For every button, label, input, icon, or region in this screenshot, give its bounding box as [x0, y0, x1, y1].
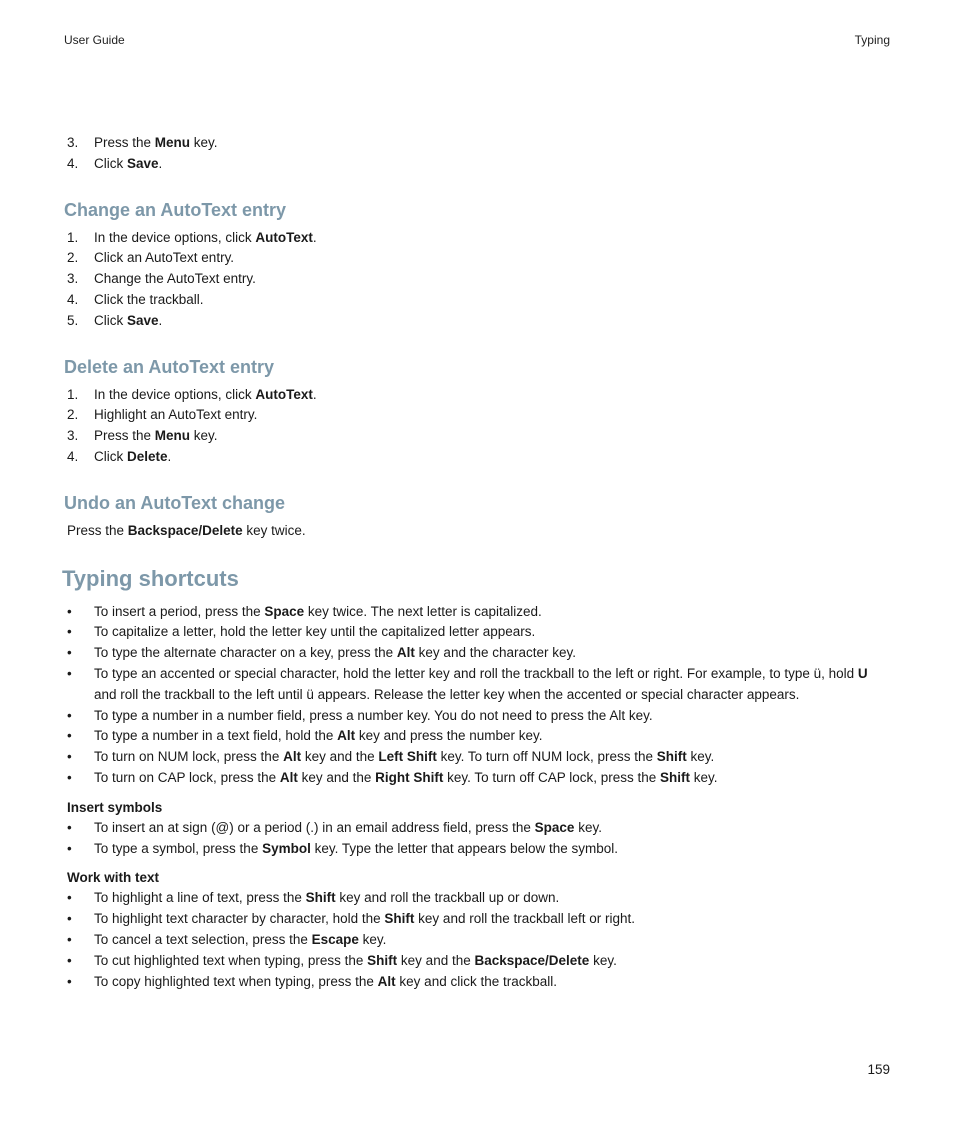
body-text: Press the: [67, 522, 128, 538]
bullet-marker: •: [67, 769, 72, 785]
insert-symbols-heading: Insert symbols: [67, 799, 163, 815]
step-text: In the device options, click: [94, 386, 256, 402]
list-item: [64, 405, 890, 426]
page-number: 159: [867, 1062, 890, 1077]
list-item: [64, 426, 890, 447]
intro-steps-list: [64, 133, 890, 175]
step-number: 4.: [67, 448, 79, 464]
body-text: key twice.: [242, 522, 306, 538]
key-name: Space: [264, 603, 305, 619]
bullet-marker: •: [67, 728, 72, 744]
key-name: Alt: [283, 749, 302, 765]
list-item: [64, 643, 890, 664]
bullet-marker: •: [67, 603, 72, 619]
key-name: Backspace/Delete: [474, 952, 590, 968]
bullet-marker: •: [67, 665, 72, 681]
list-item: [64, 311, 890, 332]
bullet-marker: •: [67, 911, 72, 927]
bullet-marker: •: [67, 840, 72, 856]
step-text: .: [158, 312, 163, 328]
key-name: Alt: [337, 728, 356, 744]
bullet-marker: •: [67, 973, 72, 989]
list-item: [64, 290, 890, 311]
step-text: Press the: [94, 428, 155, 444]
list-item: [64, 248, 890, 269]
step-text: Highlight an AutoText entry.: [94, 407, 258, 423]
step-number: 1.: [67, 229, 79, 245]
body-text: key and the: [301, 749, 379, 765]
work-with-text-heading: Work with text: [67, 870, 160, 886]
list-item: [64, 839, 890, 860]
list-item: [64, 888, 890, 909]
body-text: To turn on NUM lock, press the: [94, 749, 284, 765]
step-number: 2.: [67, 250, 79, 266]
body-text: To turn on CAP lock, press the: [94, 769, 280, 785]
bullet-marker: •: [67, 931, 72, 947]
key-name: Shift: [367, 952, 398, 968]
body-text: key and the: [297, 769, 376, 785]
list-item: [64, 909, 890, 930]
body-text: key. To turn off NUM lock, press the: [436, 749, 657, 765]
body-text: To type the alternate character on a key, press the: [94, 645, 397, 661]
body-text: key and roll the trackball up or down.: [335, 890, 560, 906]
step-number: 3.: [67, 135, 79, 150]
key-name: Alt: [279, 769, 298, 785]
bullet-marker: •: [67, 707, 72, 723]
list-item: [64, 768, 890, 789]
page-content: [64, 133, 890, 992]
step-number: 5.: [67, 312, 79, 328]
body-text: To insert an at sign (@) or a period (.) in an email address field, press the: [94, 819, 535, 835]
list-item: [64, 228, 890, 249]
key-name: Escape: [311, 931, 359, 947]
typing-shortcuts-heading: Typing shortcuts: [62, 565, 239, 591]
body-text: key twice. The next letter is capitalized.: [304, 603, 542, 619]
body-text: To highlight text character by character, hold the: [94, 911, 385, 927]
body-text: To type a number in a text field, hold the: [94, 728, 338, 744]
change-autotext-heading: Change an AutoText entry: [64, 199, 287, 220]
delete-autotext-heading: Delete an AutoText entry: [64, 356, 275, 377]
body-text: key.: [686, 749, 715, 765]
list-item: [64, 133, 890, 154]
key-name: Right Shift: [375, 769, 444, 785]
list-item: [64, 747, 890, 768]
list-item: [64, 972, 890, 993]
body-text: To cut highlighted text when typing, press the: [94, 952, 368, 968]
bullet-marker: •: [67, 749, 72, 765]
body-text: key.: [574, 819, 602, 835]
key-name: Shift: [656, 749, 687, 765]
body-text: To type a symbol, press the: [94, 840, 263, 856]
body-text: key and the: [397, 952, 475, 968]
bullet-marker: •: [67, 890, 72, 906]
running-header-title: User Guide: [64, 33, 125, 47]
key-name: U: [857, 665, 868, 681]
step-number: 3.: [67, 271, 79, 287]
list-item: [64, 726, 890, 747]
body-text: key and click the trackball.: [395, 973, 557, 989]
step-text: Click an AutoText entry.: [94, 250, 235, 266]
bullet-marker: •: [67, 624, 72, 640]
step-text: .: [312, 229, 317, 245]
body-text: To capitalize a letter, hold the letter key until the capitalized letter appears.: [94, 624, 536, 640]
key-name: Shift: [305, 890, 336, 906]
step-key: AutoText: [255, 229, 313, 245]
bullet-marker: •: [67, 819, 72, 835]
insert-symbols-list: [64, 818, 890, 860]
running-header-section: Typing: [854, 33, 890, 47]
body-text: key and the character key.: [414, 645, 577, 661]
step-text: Click: [94, 312, 127, 328]
step-key: Save: [127, 312, 159, 328]
body-text: key.: [358, 931, 387, 947]
undo-autotext-heading: Undo an AutoText change: [64, 492, 286, 513]
typing-shortcuts-list: [64, 602, 890, 789]
list-item: [64, 930, 890, 951]
body-text: To insert a period, press the: [94, 603, 265, 619]
delete-autotext-steps: [64, 385, 890, 468]
step-number: 4.: [67, 291, 79, 307]
list-item: [64, 602, 890, 623]
body-text: To copy highlighted text when typing, press the: [94, 973, 378, 989]
key-name: Shift: [660, 769, 690, 785]
key-name: Symbol: [262, 840, 311, 856]
body-text: key and roll the trackball left or right.: [414, 911, 636, 927]
list-item: [64, 664, 890, 706]
body-text: key. To turn off CAP lock, press the: [443, 769, 660, 785]
body-text: key.: [589, 952, 617, 968]
body-text: key.: [690, 769, 718, 785]
step-text: .: [158, 155, 163, 171]
key-name: Left Shift: [378, 749, 437, 765]
step-key: Menu: [154, 428, 191, 444]
step-key: Menu: [154, 135, 191, 150]
step-key: Delete: [127, 448, 168, 464]
key-name: Backspace/Delete: [127, 522, 243, 538]
step-text: Click: [94, 448, 127, 464]
body-text: key and press the number key.: [355, 728, 543, 744]
step-number: 1.: [67, 386, 79, 402]
body-text: To type a number in a number field, press a number key. You do not need to press the Alt key.: [94, 707, 653, 723]
list-item: [64, 447, 890, 468]
key-name: Alt: [377, 973, 396, 989]
body-text: To type an accented or special character, hold the letter key and roll the trackball to the left or right. For example, to type ü, hold: [94, 665, 858, 681]
body-text: key. Type the letter that appears below the symbol.: [310, 840, 619, 856]
step-text: .: [312, 386, 317, 402]
list-item: [64, 385, 890, 406]
list-item: [64, 622, 890, 643]
step-text: Click: [94, 155, 127, 171]
change-autotext-steps: [64, 228, 890, 332]
step-number: 4.: [67, 155, 79, 171]
key-name: Alt: [396, 645, 415, 661]
step-text: key.: [190, 428, 218, 444]
list-item: [64, 269, 890, 290]
bullet-marker: •: [67, 952, 72, 968]
list-item: [64, 154, 890, 175]
bullet-marker: •: [67, 645, 72, 661]
step-text: key.: [190, 135, 218, 150]
step-text: In the device options, click: [94, 229, 256, 245]
body-text: To highlight a line of text, press the: [94, 890, 306, 906]
list-item: [64, 951, 890, 972]
step-number: 2.: [67, 407, 79, 423]
step-text: Press the: [94, 135, 155, 150]
body-text: and roll the trackball to the left until ü appears. Release the letter key when the accented or special character appears.: [94, 686, 800, 702]
step-text: .: [167, 448, 172, 464]
list-item: [64, 818, 890, 839]
step-text: Click the trackball.: [94, 291, 204, 307]
list-item: [64, 706, 890, 727]
undo-autotext-text: [67, 521, 890, 542]
step-key: Save: [127, 155, 159, 171]
step-key: AutoText: [255, 386, 313, 402]
step-number: 3.: [67, 428, 79, 444]
body-text: To cancel a text selection, press the: [94, 931, 312, 947]
work-with-text-list: [64, 888, 890, 992]
key-name: Shift: [384, 911, 415, 927]
step-text: Change the AutoText entry.: [94, 271, 256, 287]
key-name: Space: [534, 819, 575, 835]
